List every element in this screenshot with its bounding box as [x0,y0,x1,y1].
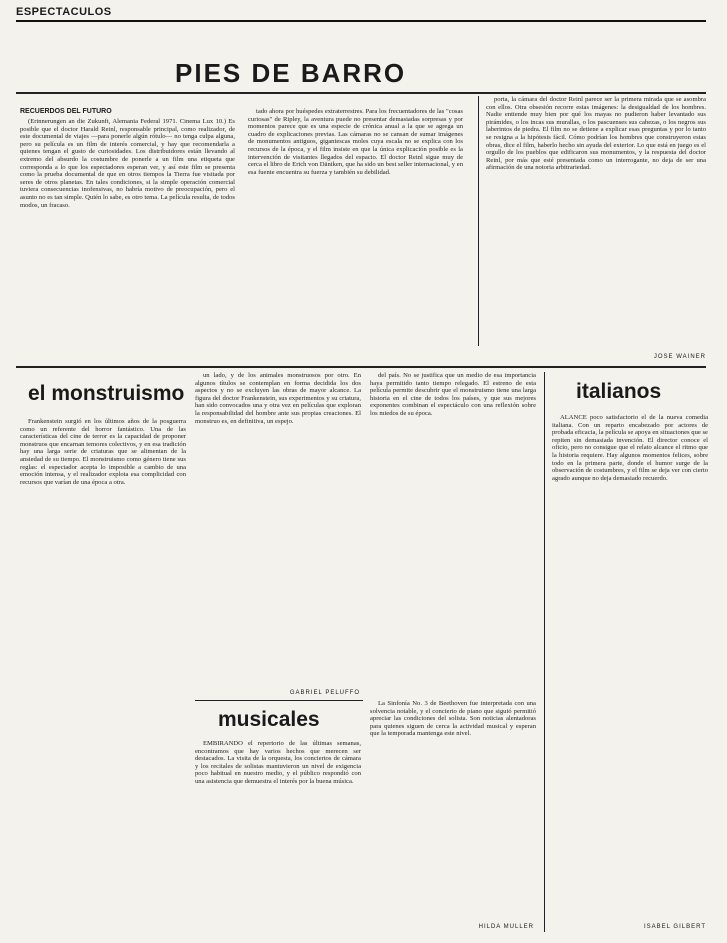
text-block: un lado, y de los animales monstruosos por otro. En algunos títulos se contemplan en forma decidida los dos aspectos y no se excluyen las obras de mayor alcance. La figura del doctor Frankenstein, sus experimentos y su criatura, han sido convocados una y otra vez en películas que exploran la responsabilidad del hombre ante sus propias creaciones. El monstruo es, en definitiva, un espejo. [195,372,361,425]
divider [16,366,706,368]
article-column [20,418,186,918]
byline: ISABEL GILBERT [643,924,706,930]
article-column [195,372,361,692]
article-column [248,108,463,346]
divider [16,92,706,94]
article-column [195,740,361,920]
article-column [552,414,708,924]
byline: HILDA MULLER [478,924,534,930]
article-column [370,372,536,692]
article-title-monstruismo: el monstruismo [28,382,185,405]
article-title-musicales: musicales [218,708,320,731]
byline: JOSE WAINER [653,354,706,360]
text-block: (Erinnerungen an die Zukunft, Alemania Federal 1971. Cinema Lux 10.) Es posible que el doctor Harald Reinl, responsable principal, como realizador, de este documental de viajes —para ponerle algún rótulo— no tenga culpa alguna, pero su película es un film de interés comercial, y hay que recomendarla a quienes tengan el gusto de curiosidades. Los distribuidores están llevando al extremo del absurdo la costumbre de ponerle a un film una etiqueta que corresponda a lo que los espectadores esperan ver, y así este film se presenta como la prueba documental de que en otros tiempos la Tierra fue visitada por seres de otros planetas. En tales condiciones, si la simple operación comercial tuviera consecuencias inofensivas, no habría motivo de preocupación, pero el asunto no es tan simple. Quién lo sabe, es otro tema. La película resulta, de todos modos, un fracaso. [20,118,235,209]
article-column [486,96,706,354]
text-block: tado ahora por huéspedes extraterrestres. Para los frecuentadores de las "cosas curiosas" de Ripley, la aventura puede no presentar demasiadas sorpresas y por momentos parece que es una especie de crónica anual a la que se agrega un cuadro de explicaciones previas. Las cámaras no se cansan de sumar imágenes de monumentos antiguos, gigantescas moles cuya escala no se explica con los recursos de la época, y el film insiste en que la única explicación posible es la intervención de visitantes llegados del espacio. El doctor Reinl sigue muy de cerca el libro de Erich von Däniken, que ha sido un best seller internacional, y en esa fuente encuentra su fuerza y también su debilidad. [248,108,463,176]
text-block: Frankenstein surgió en los últimos años de la posguerra como un referente del horror fantástico. Una de las características del cine de terror es la capacidad de proponer monstruos que encarnan temores colectivos, y en esa tradición hay una larga serie de criaturas que se alimentan de la ansiedad de su tiempo. El monstruismo como género tiene sus reglas: el espectador acepta lo imposible a cambio de una emoción intensa, y el realizador explota esa complicidad con recursos que varían de una época a otra. [20,418,186,486]
article-title-italianos: italianos [576,380,662,403]
text-block: EMBIRANDO el repertorio de las últimas semanas, encontramos que hay varios hechos que merecen ser destacados. La visita de la orquesta, los conciertos de cámara y los recitales de solistas mantuvieron un nivel de exigencia poco habitual en nuestro medio, y el público respondió con una asistencia que demuestra el interés por la buena música. [195,740,361,785]
article-title-pies-de-barro: PIES DE BARRO [175,58,407,88]
text-block: porta, la cámara del doctor Reinl parece ser la primera mirada que se asombra con ellos. Otra obsesión recorre estas imágenes: la desigualdad de los hombres. Nadie entiende muy bien por qué los mayas no pudieron haber levantado sus pirámides, o los incas sus murallas, o los pascuenses sus cabezas, o los negros sus laberintos de piedra. El film no se detiene a explicar esas preguntas y por lo tanto se resigna a la hipótesis fácil. Cómo podrían los hombres que construyeron estas obras, dice el film, haberlo hecho sin ayuda del exterior. Lo que está en juego es el orgullo de los pueblos que edificaron sus monumentos, y la respuesta del doctor Reinl, por más que esté presentada como un interrogante, no deja de ser una afirmación de una notoria arbitrariedad. [486,96,706,172]
text-block: ALANCE poco satisfactorio el de la nueva comedia italiana. Con un reparto encabezado por actores de probada eficacia, la película se apoya en situaciones que se repiten sin demasiada invención. El director conoce el oficio, pero no consigue que el relato alcance el ritmo que la historia requiere. Hay algunos momentos felices, sobre todo en la primera parte, donde el humor surge de la observación de costumbres, y el film se deja ver con cierto agrado aunque no deja demasiado recuerdo. [552,414,708,482]
article-kicker: RECUERDOS DEL FUTURO [20,108,112,115]
divider [195,700,363,701]
byline: GABRIEL PELUFFO [289,690,360,696]
column-rule [478,96,479,346]
column-rule [544,372,545,932]
article-column [20,118,235,346]
section-header: ESPECTACULOS [16,6,706,22]
article-column [370,700,536,920]
text-block: del país. No se justifica que un medio de esa importancia haya permitido tanto tiempo relegado. El estreno de esta película permite descubrir que el monstruismo tiene una larga historia en el cine de todos los países, y que sus mejores exponentes combinan el espectáculo con una reflexión sobre los miedos de su época. [370,372,536,417]
text-block: La Sinfonía No. 3 de Beethoven fue interpretada con una solvencia notable, y el concierto de piano que siguió permitió apreciar las condiciones del solista. Son noticias alentadoras para quienes siguen de cerca la actividad musical y esperan que la temporada mantenga este nivel. [370,700,536,738]
